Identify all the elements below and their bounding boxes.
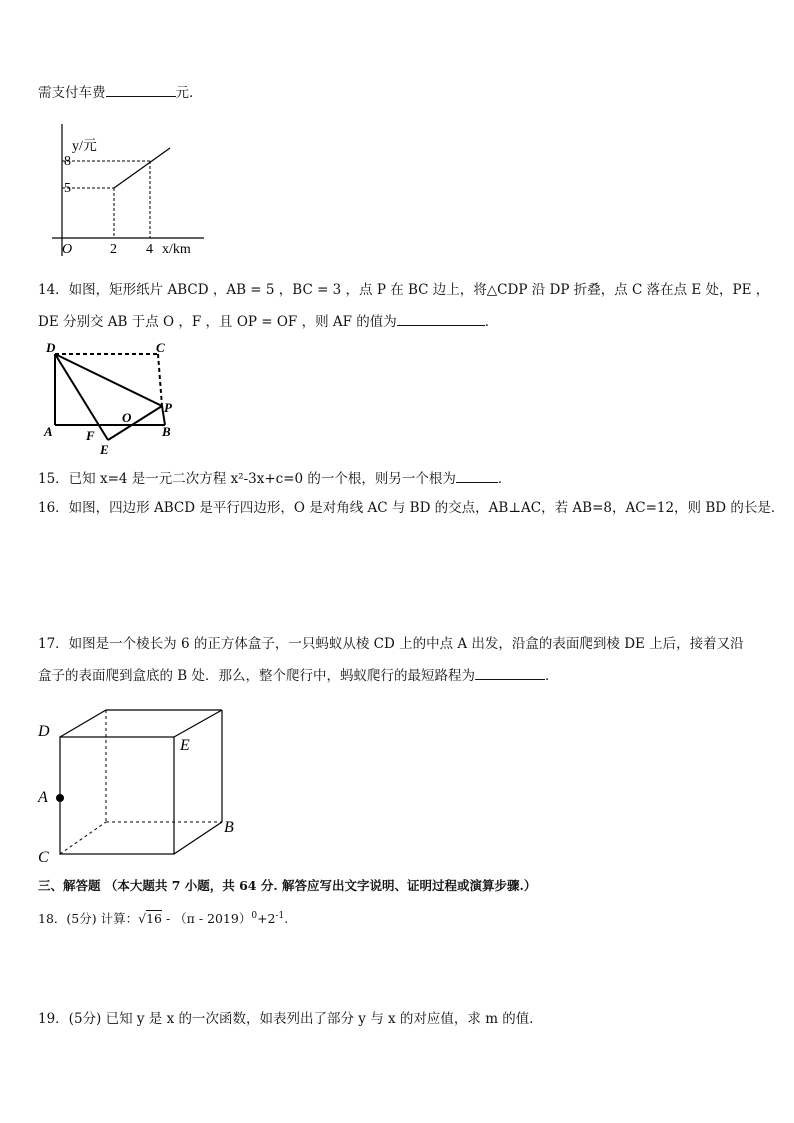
q18-end: .	[284, 911, 289, 927]
q13-text-after: 元．	[175, 85, 203, 101]
label-d: D	[38, 723, 50, 740]
q15-line	[38, 468, 511, 489]
x-axis-label: x/km	[162, 242, 191, 257]
q13-line	[38, 82, 203, 103]
q18-rest: - （π - 2019）	[161, 911, 252, 927]
label-o: O	[122, 410, 132, 425]
point-a	[56, 794, 64, 802]
q17-cube-figure	[34, 700, 244, 870]
x-tick-2: 2	[110, 242, 117, 257]
side-cp-dashed	[158, 354, 162, 406]
q15-answer-blank	[456, 468, 498, 483]
q18-line	[38, 906, 288, 929]
q18-radicand: 16	[146, 911, 162, 927]
q17-line1: 17．如图是一个棱长为 6 的正方体盒子，一只蚂蚁从棱 CD 上的中点 A 出发，沿盒的表面爬到棱 DE 上后，接着又沿	[38, 636, 744, 652]
q18-prefix: 18．(5分) 计算：	[38, 911, 139, 927]
q18-exp-zero: 0	[251, 911, 258, 921]
line-ep	[108, 406, 162, 440]
q14-line2-before: DE 分别交 AB 于点 O ，F ，且 OP = OF ，则 AF 的值为	[38, 314, 397, 330]
label-p: P	[164, 400, 172, 415]
q15-text-after: ．	[497, 471, 512, 487]
q13-graph	[50, 118, 210, 260]
q13-text-before: 需支付车费	[38, 85, 106, 101]
q17-line2-before: 盒子的表面爬到盒底的 B 处．那么，整个爬行中，蚂蚁爬行的最短路程为	[38, 668, 476, 684]
label-c: C	[38, 849, 49, 866]
sqrt-symbol: √16	[138, 911, 162, 927]
label-b: B	[162, 424, 171, 439]
label-b: B	[224, 819, 234, 836]
q18-exp-neg: -1	[275, 911, 285, 921]
q16-line: 16．如图，四边形 ABCD 是平行四边形，O 是对角线 AC 与 BD 的交点，AB⊥AC，若 AB=8，AC=12，则 BD 的长是．	[38, 500, 785, 516]
q14-figure	[40, 336, 190, 460]
q15-text-before: 15．已知 x=4 是一元二次方程 x²-3x+c=0 的一个根，则另一个根为	[38, 471, 456, 487]
q14-answer-blank	[397, 311, 485, 326]
x-tick-4: 4	[146, 242, 153, 257]
q17-line2	[38, 665, 559, 686]
cube-hidden-edge-depth	[60, 822, 106, 854]
y-tick-5: 5	[64, 181, 71, 196]
q14-line2	[38, 311, 498, 332]
y-axis-label: y/元	[72, 139, 97, 154]
label-d: D	[46, 340, 56, 355]
cube-bottom-right-edge	[174, 822, 222, 854]
label-e: E	[100, 442, 109, 457]
label-c: C	[156, 340, 165, 355]
label-a: A	[44, 424, 53, 439]
section-3-title: 三、解答题 （本大题共 7 小题，共 64 分. 解答应写出文字说明、证明过程或演算步骤.）	[38, 878, 537, 893]
origin-label: O	[62, 242, 73, 257]
q17-line2-after: ．	[545, 668, 559, 684]
q18-plus: +2	[257, 911, 276, 927]
cube-top-right-edge	[174, 710, 222, 737]
cube-front-face	[60, 737, 174, 854]
q13-answer-blank	[106, 82, 176, 97]
q17-answer-blank	[475, 665, 545, 680]
q14-line2-after: ．	[484, 314, 499, 330]
q19-line: 19．(5分) 已知 y 是 x 的一次函数，如表列出了部分 y 与 x 的对应值，求 m 的值．	[38, 1011, 543, 1027]
label-f: F	[86, 428, 95, 443]
cube-top-left-edge	[60, 710, 106, 737]
label-a: A	[38, 789, 48, 806]
q14-line1: 14．如图，矩形纸片 ABCD ，AB = 5 ，BC = 3 ，点 P 在 BC 边上，将△CDP 沿 DP 折叠，点 C 落在点 E 处，PE ，	[38, 282, 770, 298]
function-line	[114, 148, 170, 188]
y-tick-8: 8	[64, 154, 71, 169]
label-e: E	[180, 737, 190, 754]
